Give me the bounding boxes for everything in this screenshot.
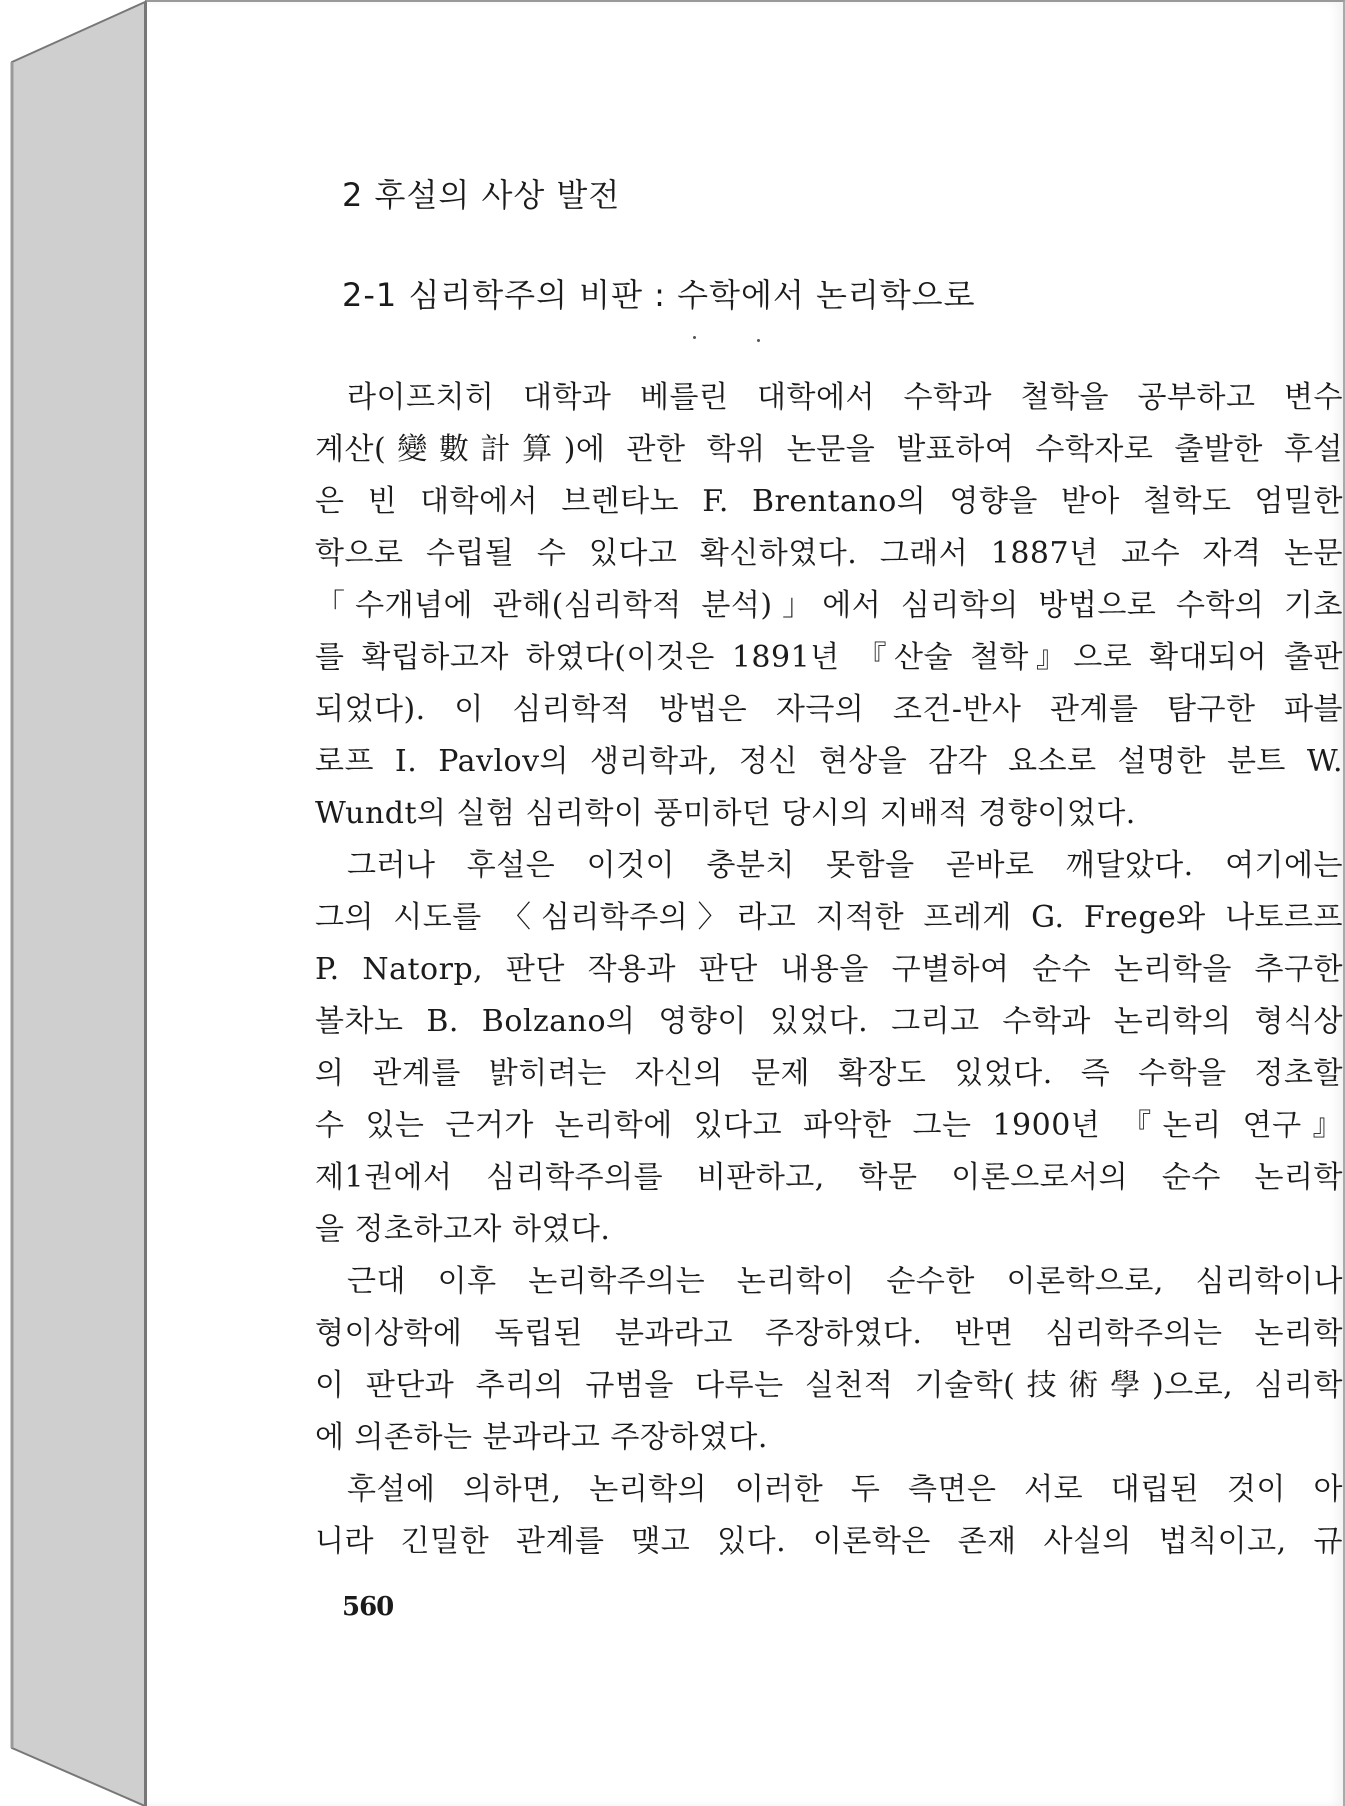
paragraph-line: 에 의존하는 분과라고 주장하였다.: [315, 1420, 768, 1455]
print-speck: [693, 336, 696, 339]
paragraph-line: 「수개념에 관해(심리학적 분석)」에서 심리학의 방법으로 수학의 기초: [315, 588, 1343, 623]
paragraph-line: 니라 긴밀한 관계를 맺고 있다. 이론학은 존재 사실의 법칙이고, 규: [315, 1524, 1343, 1559]
paragraph-line: 후설에 의하면, 논리학의 이러한 두 측면은 서로 대립된 것이 아: [347, 1472, 1343, 1507]
paragraph-line: 를 확립하고자 하였다(이것은 1891년 『산술 철학』으로 확대되어 출판: [315, 640, 1343, 675]
paragraph-line: 라이프치히 대학과 베를린 대학에서 수학과 철학을 공부하고 변수: [347, 380, 1343, 415]
paragraph-line: 을 정초하고자 하였다.: [315, 1212, 611, 1247]
paragraph-line: 이 판단과 추리의 규범을 다루는 실천적 기술학(技術學)으로, 심리학: [315, 1368, 1343, 1403]
paragraph-line: 계산(變數計算)에 관한 학위 논문을 발표하여 수학자로 출발한 후설: [315, 432, 1343, 467]
paragraph-line: 수 있는 근거가 논리학에 있다고 파악한 그는 1900년 『논리 연구』: [315, 1108, 1343, 1143]
section-heading: 2-1 심리학주의 비판 : 수학에서 논리학으로: [342, 276, 976, 314]
paragraph-line: 그러나 후설은 이것이 충분치 못함을 곧바로 깨달았다. 여기에는: [347, 848, 1343, 883]
paragraph-line: 형이상학에 독립된 분과라고 주장하였다. 반면 심리학주의는 논리학: [315, 1316, 1343, 1351]
body-text: [315, 372, 1343, 1568]
paragraph-line: 볼차노 B. Bolzano의 영향이 있었다. 그리고 수학과 논리학의 형식상: [315, 1004, 1343, 1039]
paragraph-line: 은 빈 대학에서 브렌타노 F. Brentano의 영향을 받아 철학도 엄밀한: [315, 484, 1343, 519]
paragraph-line: 제1권에서 심리학주의를 비판하고, 학문 이론으로서의 순수 논리학: [315, 1160, 1343, 1195]
book-spine-face: [12, 2, 145, 1806]
paragraph-line: 학으로 수립될 수 있다고 확신하였다. 그래서 1887년 교수 자격 논문: [315, 536, 1343, 571]
chapter-heading: 2 후설의 사상 발전: [342, 176, 621, 214]
paragraph-line: 의 관계를 밝히려는 자신의 문제 확장도 있었다. 즉 수학을 정초할: [315, 1056, 1343, 1091]
print-speck: [757, 339, 760, 342]
page-number: 560: [342, 1592, 394, 1622]
paragraph-line: 그의 시도를 〈심리학주의〉라고 지적한 프레게 G. Frege와 나토르프: [315, 900, 1343, 935]
paragraph-line: 되었다). 이 심리학적 방법은 자극의 조건-반사 관계를 탐구한 파블: [315, 692, 1343, 727]
paragraph-line: 근대 이후 논리학주의는 논리학이 순수한 이론학으로, 심리학이나: [347, 1264, 1343, 1299]
document-page: [145, 0, 1345, 1806]
paragraph-line: 로프 I. Pavlov의 생리학과, 정신 현상을 감각 요소로 설명한 분트 W.: [315, 744, 1343, 779]
paragraph-line: Wundt의 실험 심리학이 풍미하던 당시의 지배적 경향이었다.: [315, 796, 1136, 831]
paragraph-line: P. Natorp, 판단 작용과 판단 내용을 구별하여 순수 논리학을 추구한: [315, 952, 1343, 987]
